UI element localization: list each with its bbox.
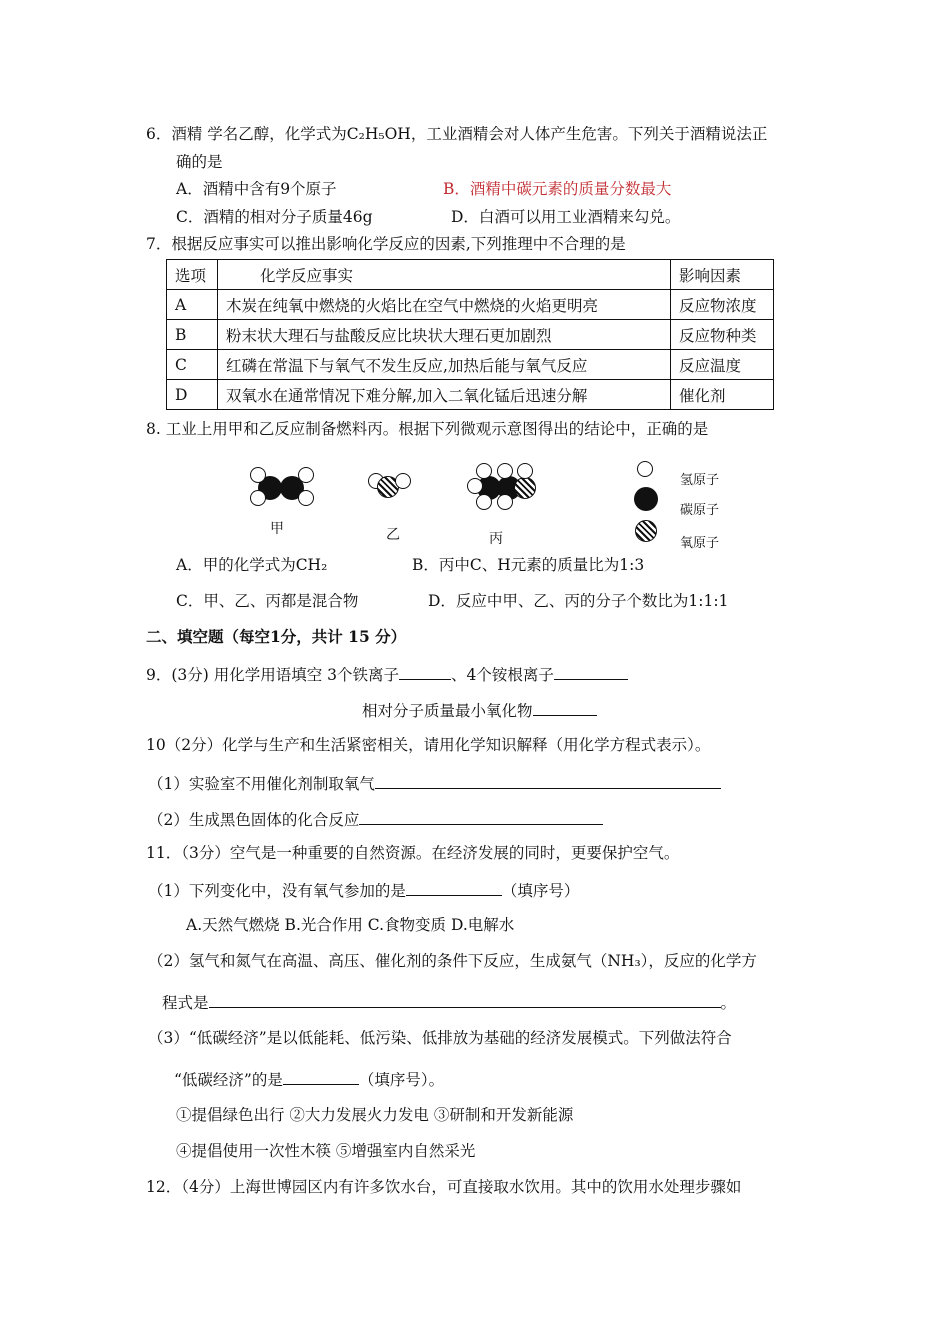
oxide-blank[interactable]	[533, 699, 597, 716]
q11-part2-text: 程式是	[162, 994, 209, 1012]
q7-table	[166, 259, 774, 410]
q8-option-a: A．甲的化学式为CH₂	[176, 556, 328, 574]
q11-part3-hint: （填序号）。	[358, 1071, 445, 1089]
section-heading: 二、填空题（每空1分，共计 15 分）	[146, 627, 407, 646]
table-row	[167, 350, 774, 380]
q6-option-b-text: B．酒精中碳元素的质量分数最大	[443, 180, 672, 198]
hydrogen-atom	[298, 467, 314, 483]
q10-part2-text: （2）生成黑色固体的化合反应	[148, 811, 360, 829]
table-header-cell: 影响因素	[671, 260, 774, 290]
table-header-cell: 化学反应事实	[218, 260, 671, 290]
hydrogen-atom	[517, 463, 533, 479]
q9-line2	[362, 699, 597, 721]
hydrogen-atom	[298, 490, 314, 506]
q12-stem: 12．（4分）上海世博园区内有许多饮水台，可直接取水饮用。其中的饮用水处理步骤如	[146, 1178, 742, 1196]
q10-part1-text: （1）实验室不用催化剂制取氧气	[148, 775, 375, 793]
q11-part1-options: A.天然气燃烧 B.光合作用 C.食物变质 D.电解水	[186, 916, 515, 934]
q6-option-d: D．白酒可以用工业酒精来勾兑。	[451, 208, 681, 226]
carbon-legend-icon	[634, 487, 658, 511]
table-cell: 反应物浓度	[671, 290, 774, 320]
q11-stem: 11．（3分）空气是一种重要的自然资源。在经济发展的同时，更要保护空气。	[146, 844, 680, 862]
q6-option-b	[443, 179, 671, 199]
q9-text-b: 、4个铵根离子	[451, 666, 554, 684]
table-cell: C	[167, 350, 218, 380]
q10-part2	[148, 808, 603, 830]
label-yi: 乙	[386, 527, 400, 543]
iron-ion-blank[interactable]	[399, 663, 451, 680]
q11-part2-end: 。	[720, 994, 737, 1012]
hydrogen-atom	[467, 478, 483, 494]
table-row	[167, 320, 774, 350]
table-cell: 反应温度	[671, 350, 774, 380]
hydrogen-atom	[476, 494, 492, 510]
table-cell: 木炭在纯氧中燃烧的火焰比在空气中燃烧的火焰更明亮	[218, 290, 671, 320]
table-cell: B	[167, 320, 218, 350]
hydrogen-atom	[250, 490, 266, 506]
hydrogen-atom	[476, 463, 492, 479]
equation-blank-3[interactable]	[209, 991, 721, 1008]
ammonium-ion-blank[interactable]	[554, 663, 628, 680]
label-bing: 丙	[489, 531, 503, 547]
q10-part1	[148, 772, 721, 794]
q6-option-a: A．酒精中含有9个原子	[176, 180, 337, 198]
answer-blank-1[interactable]	[406, 879, 502, 896]
q7-stem: 7．根据反应事实可以推出影响化学反应的因素,下列推理中不合理的是	[146, 235, 626, 253]
table-header-row	[167, 260, 774, 290]
hydrogen-atom	[497, 494, 513, 510]
table-cell: 粉末状大理石与盐酸反应比块状大理石更加剧烈	[218, 320, 671, 350]
q6-stem: 6．酒精 学名乙醇，化学式为C₂H₅OH，工业酒精会对人体产生危害。下列关于酒精说法正	[146, 125, 768, 143]
table-header-cell: 选项	[167, 260, 218, 290]
q11-part3-options-1: ①提倡绿色出行 ②大力发展火力发电 ③研制和开发新能源	[176, 1106, 574, 1124]
q9-text-a: 9．(3分) 用化学用语填空 3个铁离子	[146, 666, 400, 684]
q6-option-c: C．酒精的相对分子质量46g	[176, 208, 373, 226]
oxygen-atom	[514, 477, 536, 499]
table-row	[167, 380, 774, 410]
table-cell: 双氧水在通常情况下难分解,加入二氧化锰后迅速分解	[218, 380, 671, 410]
legend-carbon: 碳原子	[680, 503, 720, 518]
hydrogen-atom	[395, 473, 411, 489]
q8-option-d: D．反应中甲、乙、丙的分子个数比为1:1:1	[428, 592, 729, 610]
equation-blank-1[interactable]	[375, 772, 721, 789]
legend-oxygen: 氧原子	[680, 536, 720, 551]
table-cell: 反应物种类	[671, 320, 774, 350]
label-jia: 甲	[270, 521, 284, 537]
hydrogen-legend-icon	[637, 461, 653, 477]
table-cell: A	[167, 290, 218, 320]
q11-part2-line2	[162, 991, 736, 1013]
table-cell: 催化剂	[671, 380, 774, 410]
answer-blank-2[interactable]	[283, 1068, 359, 1085]
q11-part3-options-2: ④提倡使用一次性木筷 ⑤增强室内自然采光	[176, 1142, 476, 1160]
q9-text-c: 相对分子质量最小氧化物	[362, 702, 533, 720]
q6-stem-cont: 确的是	[176, 153, 223, 171]
oxygen-legend-icon	[635, 520, 657, 542]
q9-line1	[146, 663, 628, 685]
q11-part1-text: （1）下列变化中，没有氧气参加的是	[148, 882, 406, 900]
table-cell: D	[167, 380, 218, 410]
q11-part3-line1: （3）“低碳经济”是以低能耗、低污染、低排放为基础的经济发展模式。下列做法符合	[148, 1029, 732, 1047]
equation-blank-2[interactable]	[359, 808, 603, 825]
q11-part3-text: “低碳经济”的是	[174, 1071, 283, 1089]
hydrogen-atom	[250, 467, 266, 483]
q10-stem: 10（2分）化学与生产和生活紧密相关，请用化学知识解释（用化学方程式表示）。	[146, 736, 711, 754]
q11-part1-hint: （填序号）	[501, 882, 580, 900]
legend-hydrogen: 氢原子	[680, 473, 720, 488]
q11-part2-line1: （2）氢气和氮气在高温、高压、催化剂的条件下反应，生成氨气（NH₃），反应的化学方	[148, 952, 757, 970]
hydrogen-atom	[497, 463, 513, 479]
q8-option-b: B．丙中C、H元素的质量比为1:3	[412, 556, 645, 574]
q8-stem: 8. 工业上用甲和乙反应制备燃料丙。根据下列微观示意图得出的结论中，正确的是	[146, 420, 709, 438]
table-row	[167, 290, 774, 320]
q11-part1	[148, 879, 579, 901]
table-cell: 红磷在常温下与氧气不发生反应,加热后能与氧气反应	[218, 350, 671, 380]
q8-option-c: C．甲、乙、丙都是混合物	[176, 592, 359, 610]
q11-part3-line2	[174, 1068, 444, 1090]
